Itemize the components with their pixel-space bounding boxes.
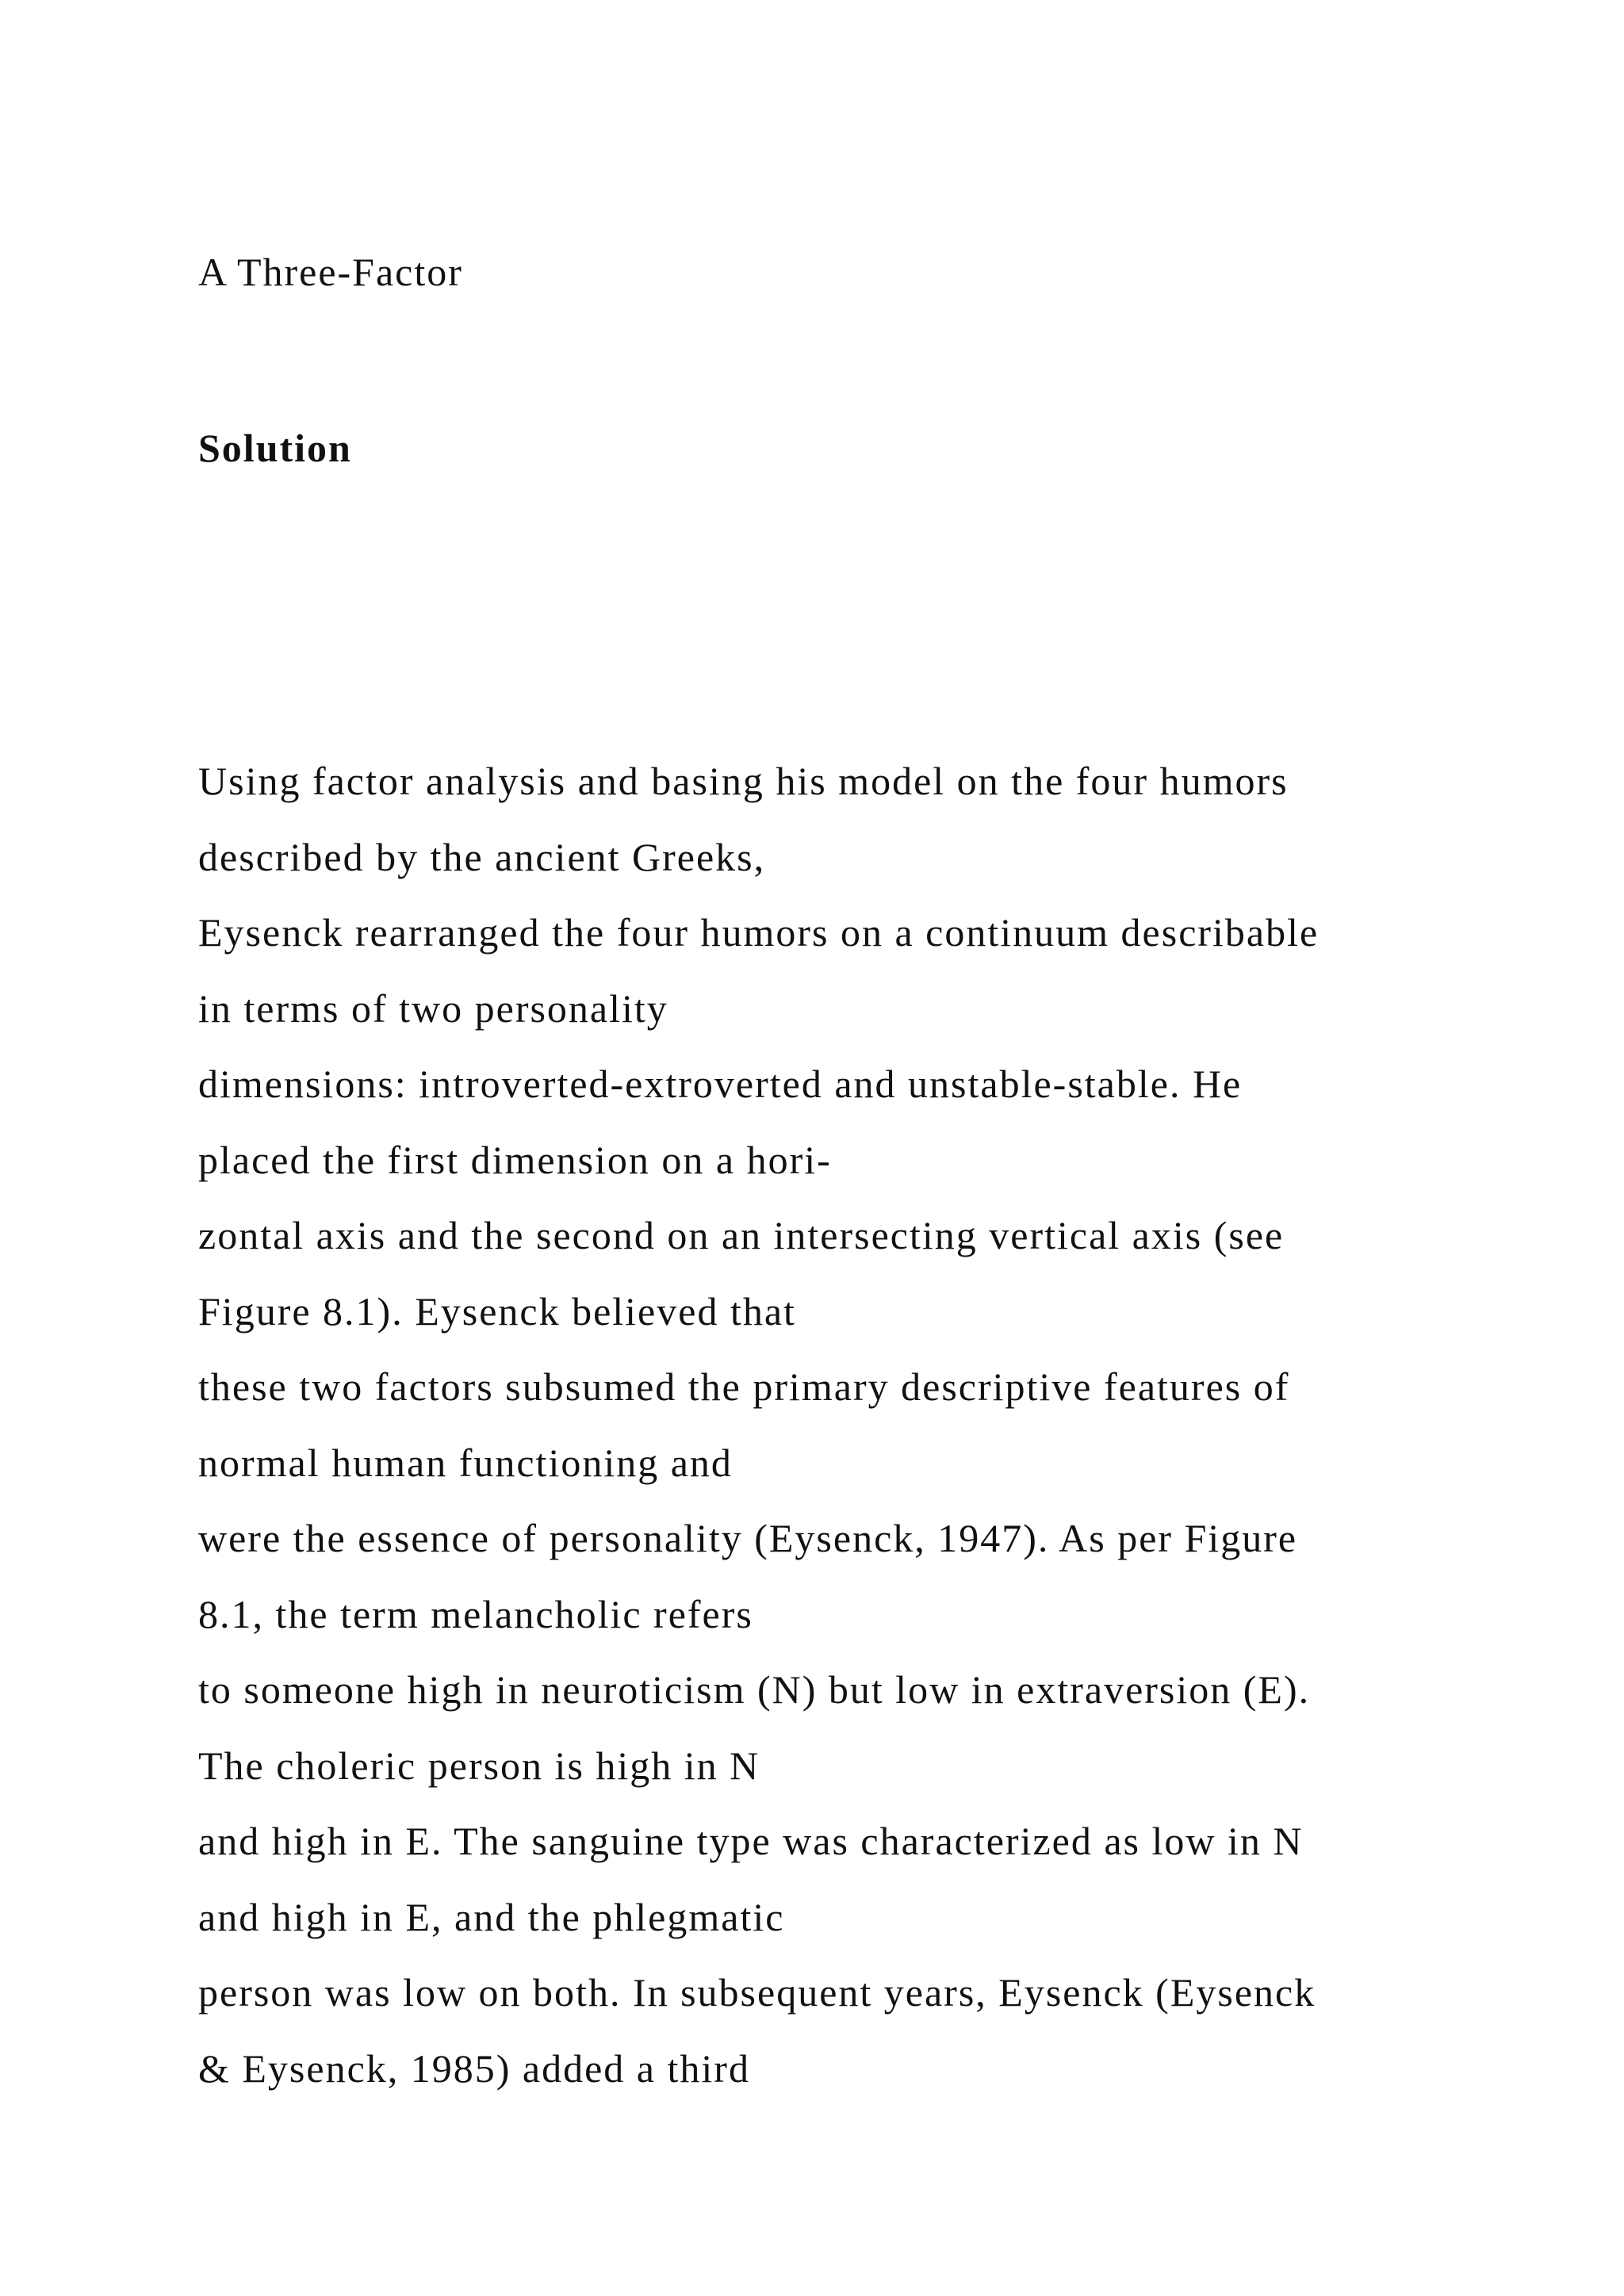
text-line: in terms of two personality (198, 985, 668, 1031)
text-line: & Eysenck, 1985) added a third (198, 2045, 750, 2091)
text-line: to someone high in neuroticism (N) but low in extraversion (E). (198, 1667, 1311, 1712)
text-line: person was low on both. In subsequent years, Eysenck (Eysenck (198, 1970, 1316, 2015)
section-title-line-1: A Three-Factor (198, 250, 463, 294)
text-line: normal human functioning and (198, 1440, 733, 1485)
text-line: and high in E. The sanguine type was characterized as low in N (198, 1819, 1304, 1863)
text-line: and high in E, and the phlegmatic (198, 1894, 785, 1939)
body-paragraph (198, 744, 1499, 2107)
text-line: Using factor analysis and basing his model on the four humors (198, 759, 1289, 803)
text-line: Eysenck rearranged the four humors on a continuum describable (198, 910, 1320, 955)
text-line: placed the first dimension on a hori- (198, 1137, 832, 1182)
text-line: zontal axis and the second on an intersecting vertical axis (see (198, 1213, 1285, 1257)
text-line: The choleric person is high in N (198, 1743, 760, 1788)
text-line: described by the ancient Greeks, (198, 834, 766, 879)
text-line: these two factors subsumed the primary descriptive features of (198, 1364, 1290, 1409)
text-line: Figure 8.1). Eysenck believed that (198, 1288, 796, 1334)
section-title-line-2: Solution (198, 426, 352, 470)
text-line: dimensions: introverted-extroverted and unstable-stable. He (198, 1062, 1243, 1106)
text-line: 8.1, the term melancholic refers (198, 1591, 753, 1636)
text-line: were the essence of personality (Eysenck, 1947). As per Figure (198, 1516, 1298, 1560)
